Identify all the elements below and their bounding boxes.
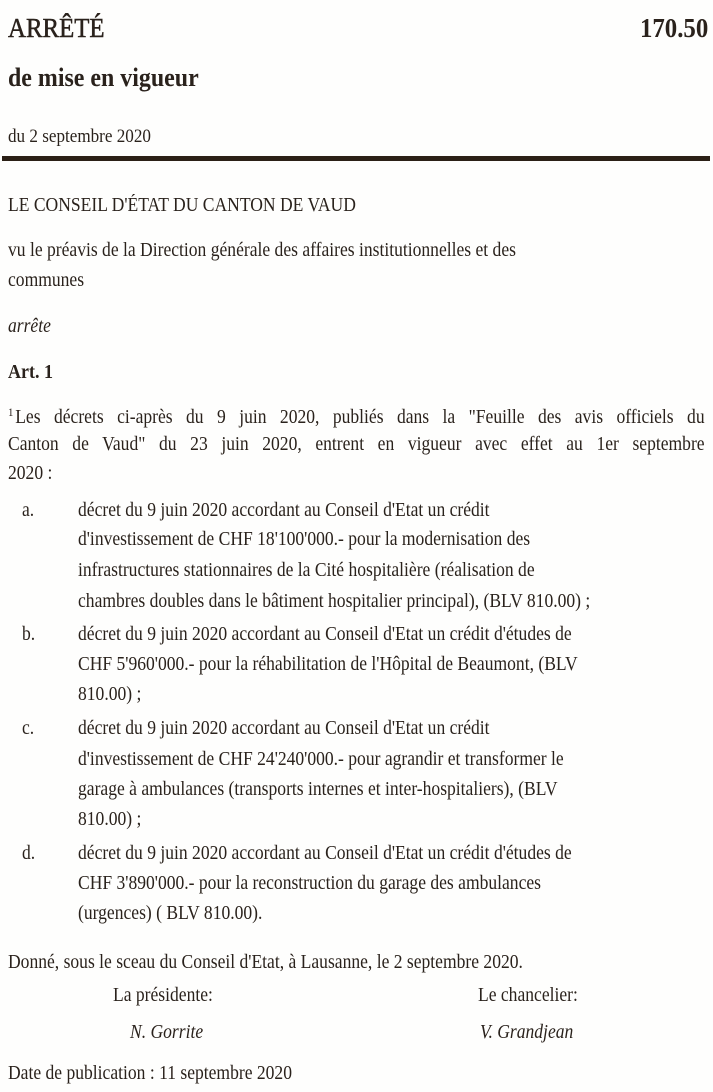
arrete-label: arrête: [8, 316, 51, 337]
document-code: 170.50: [639, 13, 708, 43]
list-item-letter: b.: [22, 624, 36, 645]
article-intro-line: 2020 :: [8, 463, 53, 484]
list-item-line: décret du 9 juin 2020 accordant au Conseil d'Etat un crédit d'études de: [78, 624, 572, 645]
publication-date: Date de publication : 11 septembre 2020: [8, 1063, 292, 1084]
article-heading: Art. 1: [8, 361, 53, 383]
list-item-line: décret du 9 juin 2020 accordant au Conseil d'Etat un crédit d'études de: [78, 843, 572, 864]
list-item-line: décret du 9 juin 2020 accordant au Conseil d'Etat un crédit: [78, 500, 490, 521]
list-item-line: CHF 5'960'000.- pour la réhabilitation de l'Hôpital de Beaumont, (BLV: [78, 654, 578, 675]
vu-line: communes: [8, 270, 85, 291]
list-item-line: décret du 9 juin 2020 accordant au Conseil d'Etat un crédit: [78, 718, 490, 739]
header-divider: [2, 156, 710, 161]
document-subtitle: de mise en vigueur: [8, 63, 199, 92]
list-item-line: garage à ambulances (transports internes et inter-hospitaliers), (BLV: [78, 779, 558, 800]
list-item-letter: a.: [22, 500, 35, 521]
list-item-line: chambres doubles dans le bâtiment hospitalier principal), (BLV 810.00) ;: [78, 591, 591, 612]
article-intro-line: [8, 405, 705, 429]
list-item-letter: d.: [22, 843, 36, 864]
signatory-name-chancellor: V. Grandjean: [480, 1022, 574, 1043]
signatory-role-chancellor: Le chancelier:: [478, 985, 578, 1006]
list-item-line: CHF 3'890'000.- pour la reconstruction du garage des ambulances: [78, 873, 541, 894]
signatory-name-president: N. Gorrite: [130, 1022, 204, 1043]
list-item-line: (urgences) ( BLV 810.00).: [78, 903, 263, 924]
list-item-line: d'investissement de CHF 24'240'000.- pour agrandir et transformer le: [78, 749, 564, 770]
list-item-line: 810.00) ;: [78, 809, 142, 830]
document-title: ARRÊTÉ: [8, 13, 105, 43]
intro-text: Les décrets ci-après du 9 juin 2020, publiés dans la "Feuille des avis officiels du: [15, 407, 705, 428]
alinea-number: 1: [8, 405, 14, 419]
document-date: du 2 septembre 2020: [8, 126, 151, 147]
list-item-line: d'investissement de CHF 18'100'000.- pour la modernisation des: [78, 529, 531, 550]
given-statement: Donné, sous le sceau du Conseil d'Etat, à Lausanne, le 2 septembre 2020.: [8, 952, 523, 973]
list-item-letter: c.: [22, 718, 35, 739]
list-item-line: infrastructures stationnaires de la Cité hospitalière (réalisation de: [78, 560, 535, 581]
signatory-role-president: La présidente:: [113, 985, 213, 1006]
authority-heading: LE CONSEIL D'ÉTAT DU CANTON DE VAUD: [8, 195, 356, 216]
article-intro-line: Canton de Vaud" du 23 juin 2020, entrent en vigueur avec effet au 1er septembre: [8, 434, 705, 455]
vu-line: vu le préavis de la Direction générale des affaires institutionnelles et des: [8, 240, 516, 261]
list-item-line: 810.00) ;: [78, 684, 142, 705]
